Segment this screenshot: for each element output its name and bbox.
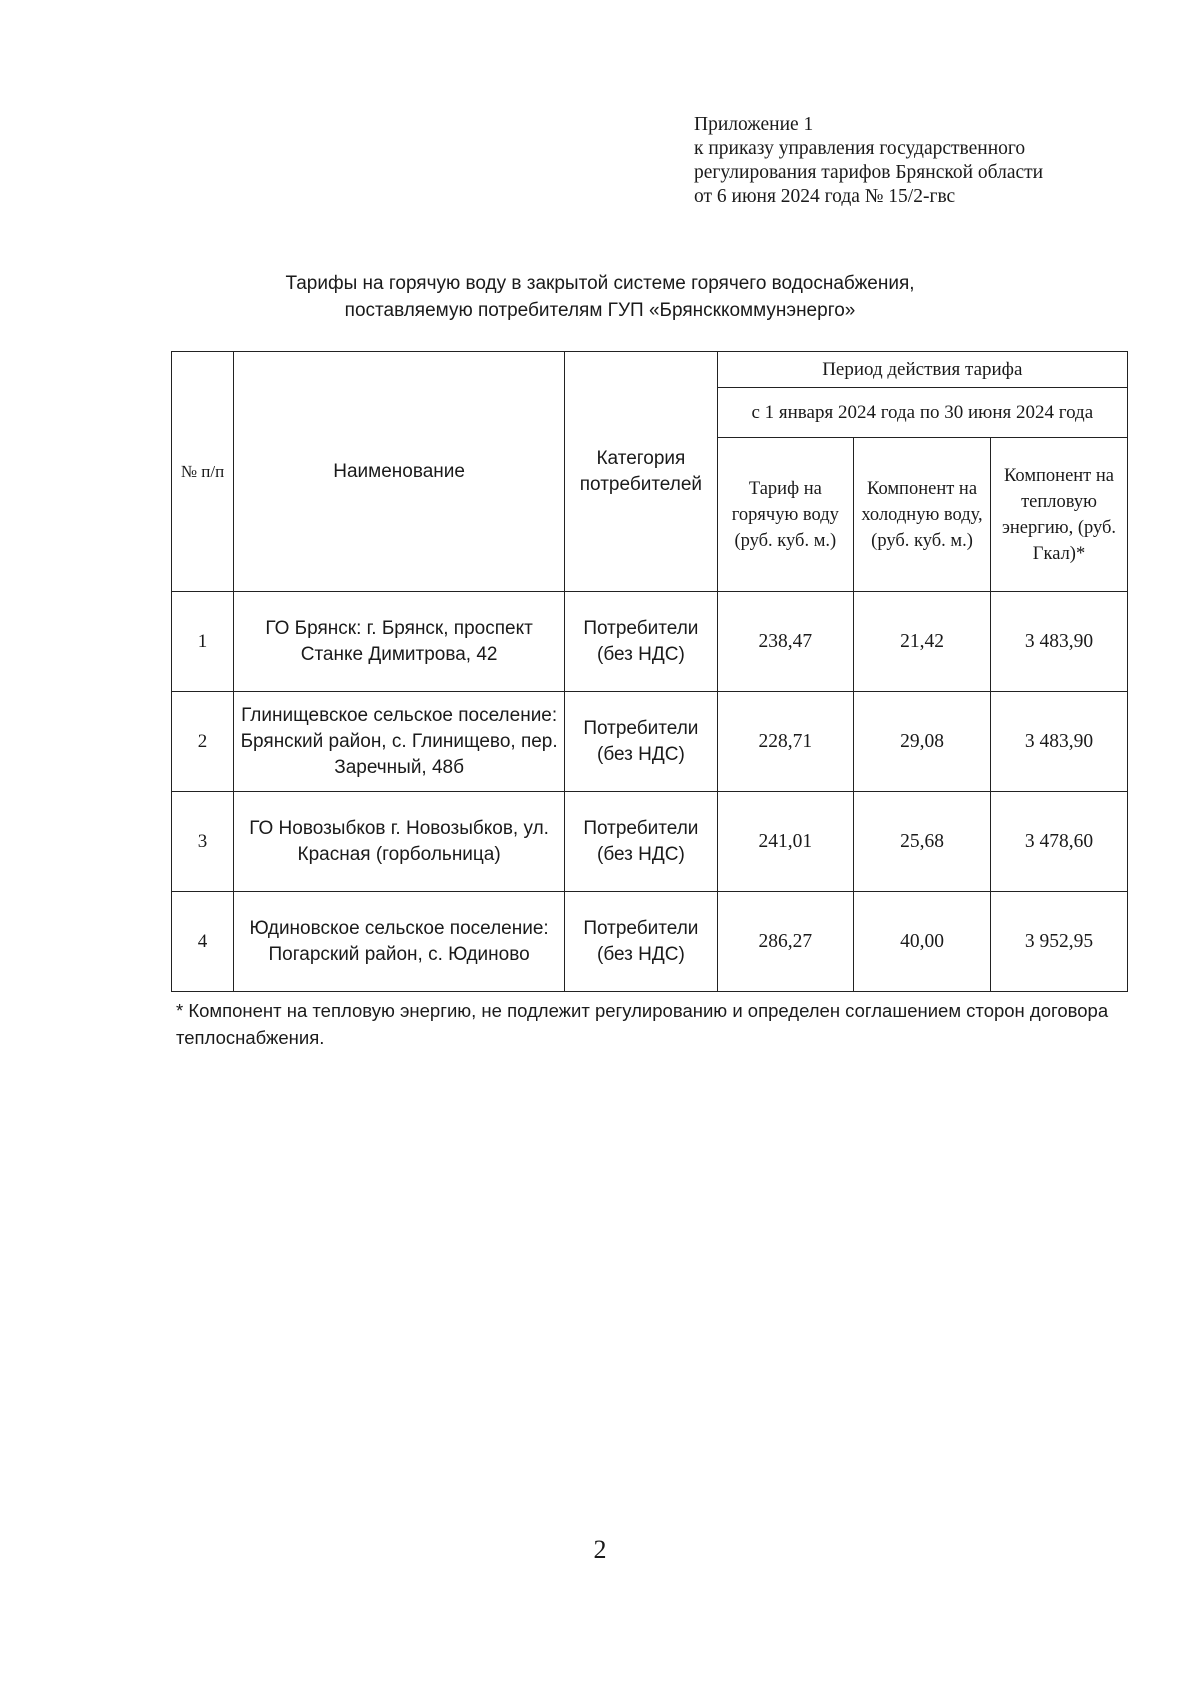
tariff-table bbox=[171, 351, 1128, 992]
row-tariff-hot-water: 241,01 bbox=[717, 792, 853, 892]
row-tariff-hot-water: 228,71 bbox=[717, 692, 853, 792]
document-title-line-2: поставляемую потребителям ГУП «Брянсккоммунэнерго» bbox=[344, 300, 856, 321]
row-component-heat: 3 952,95 bbox=[991, 892, 1128, 992]
row-tariff-hot-water: 238,47 bbox=[717, 592, 853, 692]
row-number: 2 bbox=[172, 692, 234, 792]
row-component-heat: 3 483,90 bbox=[991, 592, 1128, 692]
table-row bbox=[172, 792, 1128, 892]
row-category: Потребители (без НДС) bbox=[565, 892, 717, 992]
table-row bbox=[172, 692, 1128, 792]
header-name: Наименование bbox=[234, 352, 565, 592]
header-tariff-hot-water: Тариф на горячую воду (руб. куб. м.) bbox=[717, 438, 853, 592]
row-component-cold-water: 40,00 bbox=[854, 892, 991, 992]
header-period-range: с 1 января 2024 года по 30 июня 2024 года bbox=[717, 388, 1127, 438]
row-name: Юдиновское сельское поселение: Погарский район, с. Юдиново bbox=[234, 892, 565, 992]
appendix-label: Приложение 1 bbox=[694, 114, 814, 135]
row-component-cold-water: 21,42 bbox=[854, 592, 991, 692]
appendix-date-line: от 6 июня 2024 года № 15/2-гвс bbox=[694, 186, 956, 207]
row-category: Потребители (без НДС) bbox=[565, 792, 717, 892]
row-number: 3 bbox=[172, 792, 234, 892]
page-number: 2 bbox=[593, 1535, 607, 1564]
footnote: * Компонент на тепловую энергию, не подлежит регулированию и определен соглашением сторон договора теплоснабжения. bbox=[176, 1000, 1109, 1048]
table-header-row bbox=[172, 352, 1128, 388]
row-name: ГО Новозыбков г. Новозыбков, ул. Красная (горбольница) bbox=[234, 792, 565, 892]
row-name: Глинищевское сельское поселение: Брянский район, с. Глинищево, пер. Заречный, 48б bbox=[234, 692, 565, 792]
table-row bbox=[172, 892, 1128, 992]
document-title bbox=[150, 270, 1050, 324]
header-component-heat: Компонент на тепловую энергию, (руб. Гкал)* bbox=[991, 438, 1128, 592]
row-name: ГО Брянск: г. Брянск, проспект Станке Димитрова, 42 bbox=[234, 592, 565, 692]
appendix-reference bbox=[694, 113, 1043, 209]
row-component-heat: 3 483,90 bbox=[991, 692, 1128, 792]
header-component-cold-water: Компонент на холодную воду, (руб. куб. м.) bbox=[854, 438, 991, 592]
table-row bbox=[172, 592, 1128, 692]
appendix-authority-line: регулирования тарифов Брянской области bbox=[694, 162, 1044, 183]
row-category: Потребители (без НДС) bbox=[565, 692, 717, 792]
row-component-cold-water: 25,68 bbox=[854, 792, 991, 892]
row-number: 4 bbox=[172, 892, 234, 992]
header-period: Период действия тарифа bbox=[717, 352, 1127, 388]
row-component-cold-water: 29,08 bbox=[854, 692, 991, 792]
header-category: Категория потребителей bbox=[565, 352, 717, 592]
row-category: Потребители (без НДС) bbox=[565, 592, 717, 692]
row-component-heat: 3 478,60 bbox=[991, 792, 1128, 892]
row-tariff-hot-water: 286,27 bbox=[717, 892, 853, 992]
header-number: № п/п bbox=[172, 352, 234, 592]
row-number: 1 bbox=[172, 592, 234, 692]
document-title-line-1: Тарифы на горячую воду в закрытой системе горячего водоснабжения, bbox=[285, 273, 915, 294]
appendix-order-line: к приказу управления государственного bbox=[694, 138, 1026, 159]
